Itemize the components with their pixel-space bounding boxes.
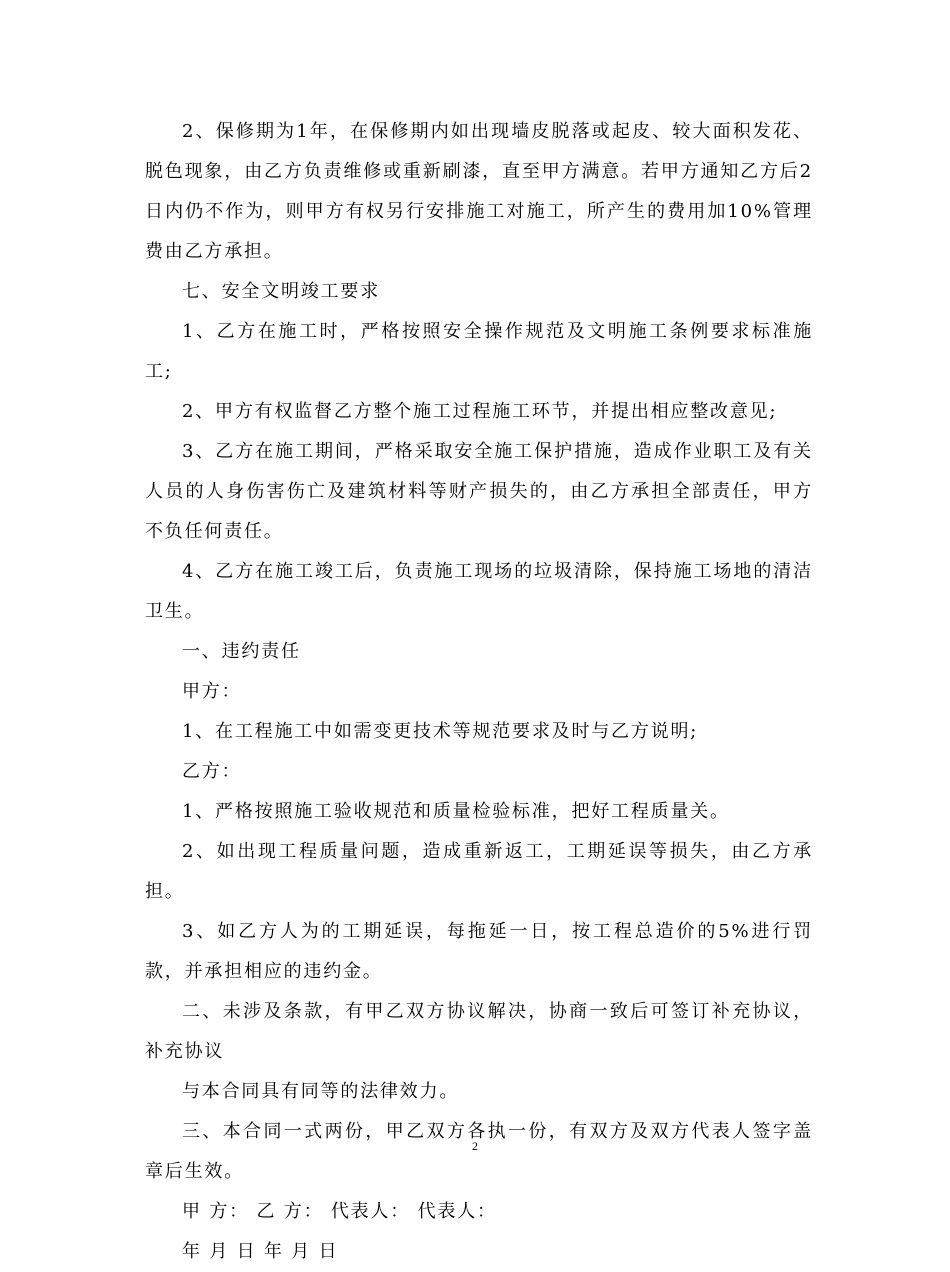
paragraph-copies-clause: 三、本合同一式两份，甲乙双方各执一份，有双方及双方代表人签字盖章后生效。 <box>145 1121 813 1182</box>
paragraph-party-b-item-1: 1、严格按照施工验收规范和质量检验标准，把好工程质量关。 <box>182 801 730 822</box>
paragraph-party-a-item-1: 1、在工程施工中如需变更技术等规范要求及时与乙方说明; <box>182 721 699 742</box>
paragraph-safety-item-1: 1、乙方在施工时，严格按照安全操作规范及文明施工条例要求标准施工; <box>145 321 813 382</box>
paragraph-party-b-item-2: 2、如出现工程质量问题，造成重新返工，工期延误等损失，由乙方承担。 <box>145 841 813 902</box>
label-party-a: 甲方： <box>182 681 242 702</box>
heading-safety-requirements: 七、安全文明竣工要求 <box>182 281 380 302</box>
paragraph-supplementary-effect: 与本合同具有同等的法律效力。 <box>182 1081 460 1102</box>
page-number: 2 <box>472 1139 478 1153</box>
paragraph-safety-item-2: 2、甲方有权监督乙方整个施工过程施工环节，并提出相应整改意见; <box>182 401 778 422</box>
signature-line: 甲 方： 乙 方： 代表人： 代表人： <box>182 1201 497 1222</box>
paragraph-warranty-clause: 2、保修期为1年，在保修期内如出现墙皮脱落或起皮、较大面积发花、脱色现象，由乙方负责维修或重新刷漆，直至甲方满意。若甲方通知乙方后2日内仍不作为，则甲方有权另行安排施工对施工，所产生的费用加10%管理费由乙方承担。 <box>145 121 813 262</box>
paragraph-safety-item-4: 4、乙方在施工竣工后，负责施工现场的垃圾清除，保持施工场地的清洁卫生。 <box>145 561 813 622</box>
paragraph-supplementary-clause: 二、未涉及条款，有甲乙双方协议解决，协商一致后可签订补充协议，补充协议 <box>145 1001 813 1062</box>
label-party-b: 乙方： <box>182 761 242 782</box>
date-line: 年 月 日 年 月 日 <box>182 1241 339 1262</box>
paragraph-safety-item-3: 3、乙方在施工期间，严格采取安全施工保护措施，造成作业职工及有关人员的人身伤害伤亡及建筑材料等财产损失的，由乙方承担全部责任，甲方不负任何责任。 <box>145 441 813 542</box>
paragraph-party-b-item-3: 3、如乙方人为的工期延误，每拖延一日，按工程总造价的5%进行罚款，并承担相应的违约金。 <box>145 921 813 982</box>
document-body <box>145 112 813 1272</box>
heading-breach-liability: 一、违约责任 <box>182 641 301 662</box>
